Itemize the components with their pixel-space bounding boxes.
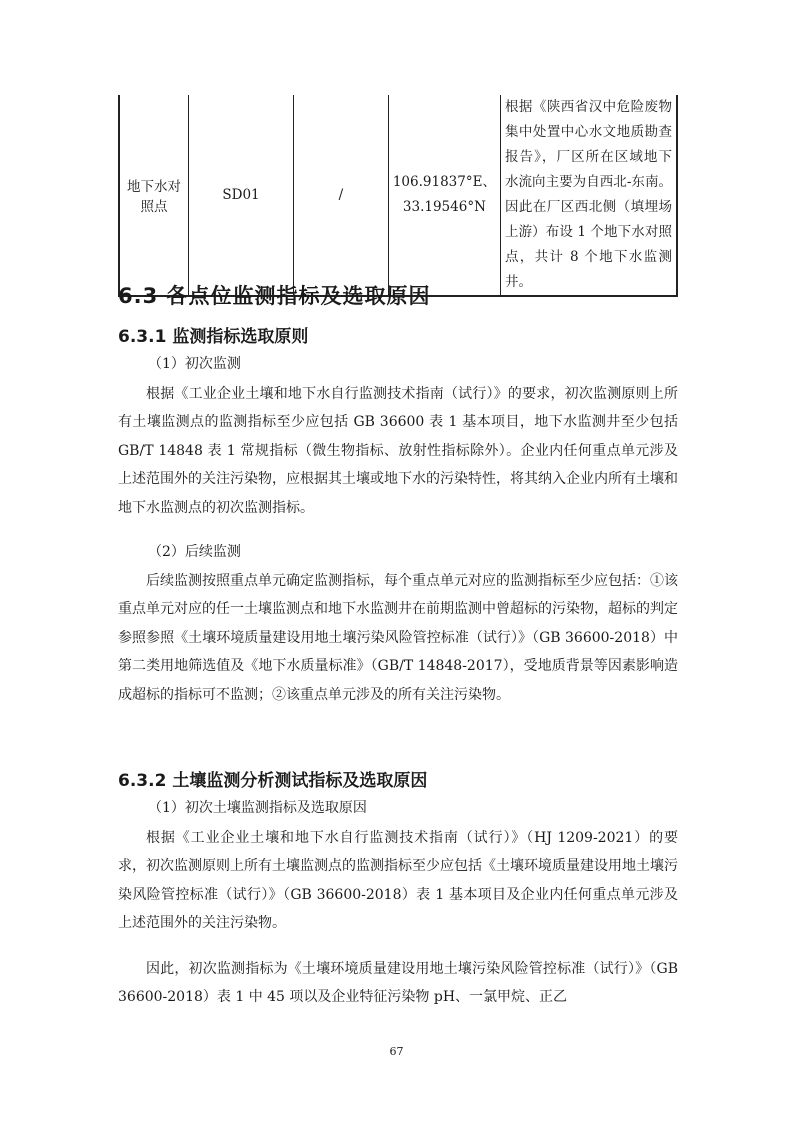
subheading-followup-monitoring: （2）后续监测 bbox=[148, 544, 241, 560]
paragraph-soil-guideline: 根据《工业企业土壤和地下水自行监测技术指南（试行）》（HJ 1209-2021）的要求，初次监测原则上所有土壤监测点的监测指标至少应包括《土壤环境质量建设用地土壤污染风险管控标准（试行）》（GB 36600-2018）表 1 基本项目及企业内任何重点单元涉及上述范围外的关注污染物。 bbox=[118, 830, 678, 932]
page-number: 67 bbox=[389, 1045, 404, 1058]
subheading-initial-soil-indicators: （1）初次土壤监测指标及选取原因 bbox=[148, 800, 367, 816]
point-id-cell: SD01 bbox=[189, 95, 294, 296]
table-row bbox=[119, 95, 677, 296]
selection-reason-cell: 根据《陕西省汉中危险废物集中处置中心水文地质勘查报告》，厂区所在区域地下水流向主要为自西北-东南。因此在厂区西北侧（填埋场上游）布设 1 个地下水对照点，共计 8 个地下水监测井。 bbox=[500, 95, 677, 296]
coordinates-cell: 106.91837°E、33.19546°N bbox=[388, 95, 500, 296]
section-heading-6-3-2: 6.3.2 土壤监测分析测试指标及选取原因 bbox=[118, 771, 428, 791]
paragraph-followup-monitoring: 后续监测按照重点单元确定监测指标，每个重点单元对应的监测指标至少应包括：①该重点单元对应的任一土壤监测点和地下水监测井在前期监测中曾超标的污染物，超标的判定参照参照《土壤环境质量建设用地土壤污染风险管控标准（试行）》（GB 36600-2018）中第二类用地筛选值及《地下水质量标准》（GB/T 14848-2017），受地质背景等因素影响造成超标的指标可不监测；②该重点单元涉及的所有关注污染物。 bbox=[118, 573, 678, 703]
subheading-initial-monitoring: （1）初次监测 bbox=[148, 356, 241, 372]
depth-cell: / bbox=[294, 95, 389, 296]
section-heading-6-3: 6.3 各点位监测指标及选取原因 bbox=[118, 284, 431, 308]
section-heading-6-3-1: 6.3.1 监测指标选取原则 bbox=[118, 327, 309, 347]
paragraph-initial-monitoring: 根据《工业企业土壤和地下水自行监测技术指南（试行）》的要求，初次监测原则上所有土壤监测点的监测指标至少应包括 GB 36600 表 1 基本项目，地下水监测井至少包括 GB/T 14848 表 1 常规指标（微生物指标、放射性指标除外）。企业内任何重点单元涉及上述范围外的关注污染物，应根据其土壤或地下水的污染特性，将其纳入企业内所有土壤和地下水监测点的初次监测指标。 bbox=[118, 386, 678, 516]
monitoring-points-table bbox=[118, 95, 678, 297]
paragraph-soil-indicators: 因此，初次监测指标为《土壤环境质量建设用地土壤污染风险管控标准（试行）》（GB 36600-2018）表 1 中 45 项以及企业特征污染物 pH、一氯甲烷、正乙 bbox=[118, 961, 678, 1006]
point-type-cell: 地下水对照点 bbox=[119, 95, 189, 296]
